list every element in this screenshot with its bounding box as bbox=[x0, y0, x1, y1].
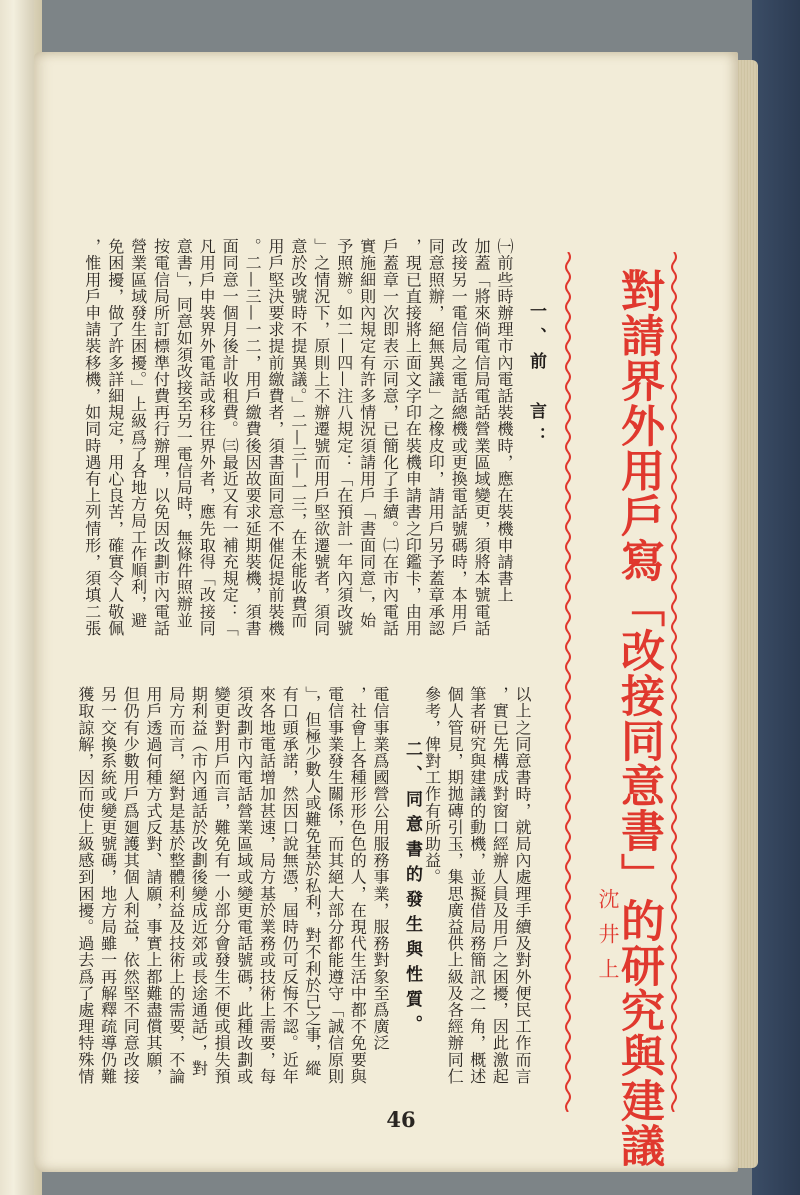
text-column: 變更對用戶而言，難免有一小部分會發生不便或損失預 bbox=[212, 686, 232, 1085]
text-column: 改接另一電信局之電話總機或更換電話號碼時，本用戶 bbox=[449, 238, 469, 637]
title-wavy-rule-right bbox=[669, 252, 679, 1112]
article-author: 沈井上 bbox=[596, 888, 620, 993]
section-2-heading: 二、同意書的發生與性質。 bbox=[402, 740, 422, 1040]
text-column: 有口頭承諾，然因口說無憑，屆時仍可反悔不認。近年 bbox=[280, 686, 300, 1085]
text-column: ㈠前些時辦理市內電話裝機時，應在裝機申請書上 bbox=[495, 238, 514, 604]
text-column: 意書」，同意如須改接至另一電信局時，無條件照辦並 bbox=[174, 238, 194, 629]
book-cover-edge bbox=[752, 0, 800, 1195]
text-column: 獲取諒解，因而使上級感到困擾。過去爲了處理特殊情 bbox=[75, 686, 95, 1085]
text-column: 另一交換系統或變更號碼，地方局雖一再解釋疏導仍難 bbox=[98, 686, 118, 1085]
text-column: 須改劃市內電話營業區域或變更電話號碼，此種改劃或 bbox=[234, 686, 254, 1085]
text-column: 參考，俾對工作有所助益。 bbox=[422, 686, 442, 886]
text-column: 筆者研究與建議的動機，並擬借局務簡訊之一角，概述 bbox=[467, 686, 487, 1085]
text-column: 營業區域發生困擾。」上級爲了各地方局工作順利，避 bbox=[128, 238, 148, 629]
text-column: 免困擾，做了許多詳細規定，用心良苦，確實令人敬佩 bbox=[105, 238, 125, 637]
text-column: 意於改號時不提異議。」二—三—一三，在未能收費而 bbox=[288, 238, 308, 629]
text-column: ，實已先構成對窗口經辦人員及用戶之困擾，因此激起 bbox=[490, 686, 510, 1085]
text-column: 」之情況下，原則上不辦遷號而用戶堅欲遷號者，須同 bbox=[311, 238, 331, 637]
text-column: 面同意一個月後計收租費。㈢最近又有一補充規定：「 bbox=[220, 238, 240, 637]
text-column: 用戶堅決要求提前繳費者，須書面同意不催促提前裝機 bbox=[266, 238, 285, 637]
text-column: 同意照辦，絕無異議」之橡皮印，請用戶另予蓋章承認 bbox=[426, 238, 446, 637]
page-number: 46 bbox=[386, 1107, 416, 1132]
article-title: 對請界外用戶寫「改接同意書」的研究與建議 bbox=[613, 268, 664, 1168]
text-column: 戶蓋章一次即表示同意，已簡化了手續。㈡在市內電話 bbox=[380, 238, 400, 637]
text-column: 個人管見，期拋磚引玉，集思廣益供上級及各經辦同仁 bbox=[445, 686, 465, 1085]
title-wavy-rule-left bbox=[563, 252, 573, 1112]
text-column: 按電信局所訂標準付費再行辦理，以免因改劃市內電話 bbox=[151, 238, 171, 637]
text-column: 電信事業爲國營公用服務事業，服務對象至爲廣泛 bbox=[371, 686, 390, 1052]
text-column: 但仍有少數用戶爲廻護其個人利益，依然堅不同意改接 bbox=[121, 686, 141, 1085]
section-1-heading: 一、前 言： bbox=[526, 302, 546, 452]
text-column: 電信事業發生關係，而其絕大部分都能遵守「誠信原則 bbox=[325, 686, 345, 1085]
book-page bbox=[34, 52, 738, 1172]
text-column: 來各地電話增加甚速，局方基於業務或技術上需要，每 bbox=[257, 686, 277, 1085]
text-column: ，現已直接將上面文字印在裝機申請書之印鑑卡，由用 bbox=[403, 238, 423, 637]
text-column: 以上之同意書時，就局內處理手續及對外便民工作而言 bbox=[513, 686, 532, 1085]
text-column: 。二—三—一二，用戶繳費後因故要求延期裝機，須書 bbox=[243, 238, 263, 637]
text-column: ，惟用戶申請裝移機，如同時遇有上列情形，須填二張 bbox=[82, 238, 102, 637]
text-column: ，社會上各種形形色色的人，在現代生活中都不免要與 bbox=[348, 686, 368, 1085]
text-column: 加蓋「將來倘電信局電話營業區域變更，須將本號電話 bbox=[472, 238, 492, 637]
book-binding bbox=[0, 0, 34, 1195]
text-column: 予照辦。如二—四—注八規定：「在預計一年內須改號 bbox=[334, 238, 354, 637]
text-column: 用戶透過何種方式反對、請願，事實上都難盡償其願， bbox=[144, 686, 163, 1085]
text-column: 凡用戶申裝界外電話或移往界外者，應先取得「改接同 bbox=[197, 238, 217, 637]
text-column: 實施細則內規定有許多情況須請用戶「書面同意」，始 bbox=[357, 238, 377, 629]
text-column: 局方而言，絕對是基於整體利益及技術上的需要，不論 bbox=[166, 686, 186, 1085]
text-column: 」，但極少數人或難免基於私利，對不利於己之事，縱 bbox=[302, 686, 322, 1077]
text-column: 期利益（市內通話於改劃後變成近郊或長途通話），對 bbox=[189, 686, 209, 1077]
